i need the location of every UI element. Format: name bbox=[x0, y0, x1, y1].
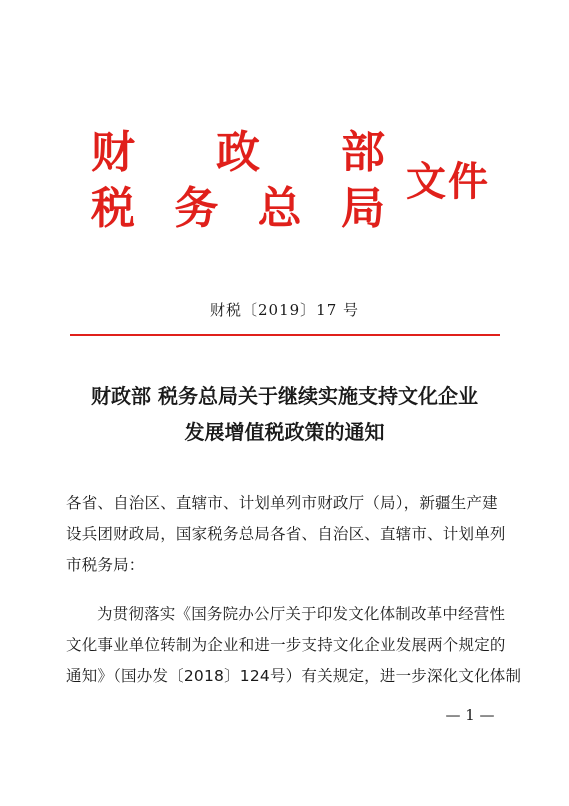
title-line: 发展增值税政策的通知 bbox=[184, 420, 385, 444]
masthead-document-suffix: 文件 bbox=[406, 158, 490, 205]
masthead-char: 财 bbox=[91, 127, 135, 178]
masthead-char: 税 bbox=[91, 183, 135, 234]
masthead-char: 部 bbox=[341, 127, 385, 178]
salutation bbox=[66, 488, 506, 581]
issuer-line-ministry-of-finance bbox=[88, 128, 388, 178]
red-masthead bbox=[88, 128, 498, 238]
body-paragraph bbox=[66, 599, 522, 692]
masthead-char: 政 bbox=[216, 127, 260, 178]
document-number: 财税〔2019〕17 号 bbox=[209, 301, 360, 319]
masthead-char: 总 bbox=[257, 183, 302, 234]
paragraph-line: 文化事业单位转制为企业和进一步支持文化企业发展两个规定的 bbox=[66, 636, 506, 654]
red-divider-line bbox=[70, 334, 500, 336]
page-number: — 1 — bbox=[445, 706, 495, 724]
masthead-char: 务 bbox=[174, 183, 219, 234]
salutation-line: 市税务局： bbox=[66, 556, 145, 574]
paragraph-line: 通知》（国办发〔2018〕124号）有关规定，进一步深化文化体制 bbox=[66, 667, 522, 685]
title-line: 财政部 税务总局关于继续实施支持文化企业 bbox=[91, 384, 478, 408]
paragraph-line: 为贯彻落实《国务院办公厅关于印发文化体制改革中经营性 bbox=[97, 605, 506, 623]
issuer-line-tax-administration bbox=[88, 184, 388, 234]
salutation-line: 设兵团财政局，国家税务总局各省、自治区、直辖市、计划单列 bbox=[66, 525, 506, 543]
document-title bbox=[60, 378, 509, 450]
masthead-char: 局 bbox=[340, 183, 385, 234]
salutation-line: 各省、自治区、直辖市、计划单列市财政厅（局），新疆生产建 bbox=[66, 494, 498, 512]
